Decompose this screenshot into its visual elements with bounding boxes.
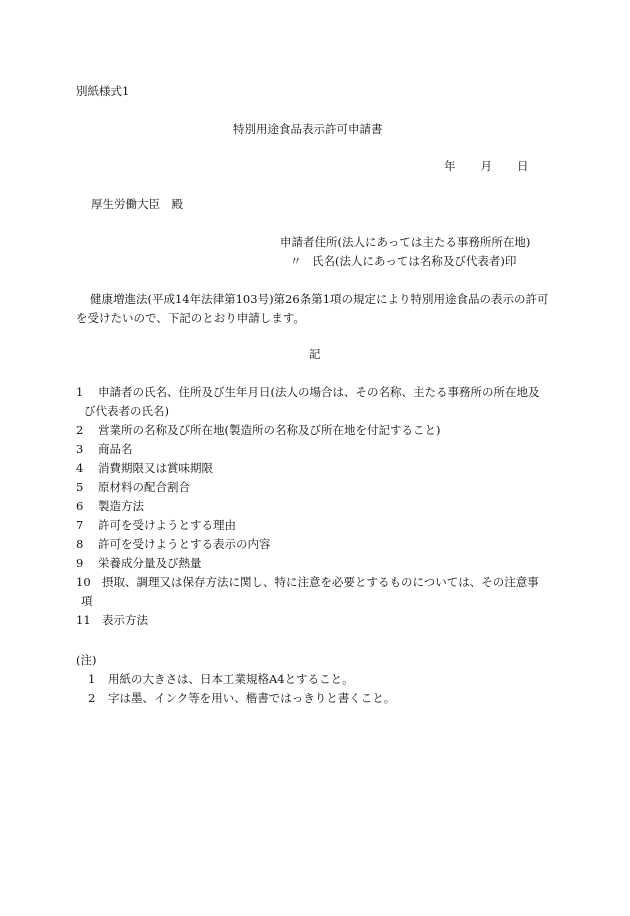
notes-heading: (注) xyxy=(76,653,97,667)
item-number: 3 xyxy=(76,442,84,456)
item-number: 6 xyxy=(76,499,84,513)
item-number: 8 xyxy=(76,537,84,551)
item-number: 10 xyxy=(76,575,91,589)
applicant-name-row xyxy=(290,256,516,268)
item-text: 商品名 xyxy=(98,442,133,456)
item-text: 許可を受けようとする理由 xyxy=(98,518,236,532)
note-text: 用紙の大きさは、日本工業規格A4とすること。 xyxy=(108,672,354,686)
list-item xyxy=(76,425,440,437)
applicant-address: 申請者住所(法人にあっては主たる事務所所在地) xyxy=(280,235,531,249)
item-text: 表示方法 xyxy=(102,613,148,627)
list-item xyxy=(76,444,133,456)
addressee: 厚生労働大臣 殿 xyxy=(91,197,183,211)
list-item xyxy=(76,501,144,513)
item-text: 営業所の名称及び所在地(製造所の名称及び所在地を付記すること) xyxy=(98,423,441,437)
note-number: 2 xyxy=(88,691,96,705)
item-text: 製造方法 xyxy=(98,499,144,513)
list-item xyxy=(76,539,271,551)
ki-heading: 記 xyxy=(309,347,321,361)
ditto-mark: 〃 xyxy=(290,254,302,268)
item-text-continuation: 項 xyxy=(81,594,93,608)
item-text: 消費期限又は賞味期限 xyxy=(98,461,213,475)
list-item xyxy=(76,520,236,532)
list-item xyxy=(76,387,539,399)
note-text: 字は墨、インク等を用い、楷書ではっきりと書くこと。 xyxy=(108,691,396,705)
list-item xyxy=(76,577,539,589)
date-year: 年 xyxy=(444,159,456,173)
applicant-name: 氏名(法人にあっては名称及び代表者)印 xyxy=(312,254,517,268)
date-day: 日 xyxy=(517,159,529,173)
note-item xyxy=(88,674,354,686)
item-text: 原材料の配合割合 xyxy=(98,480,190,494)
item-number: 9 xyxy=(76,556,84,570)
item-number: 5 xyxy=(76,480,84,494)
item-text-continuation: び代表者の氏名) xyxy=(84,404,169,418)
list-item xyxy=(76,482,190,494)
date-month: 月 xyxy=(480,159,492,173)
date-line xyxy=(444,161,529,173)
note-number: 1 xyxy=(88,672,96,686)
document-title: 特別用途食品表示許可申請書 xyxy=(233,122,383,136)
item-text: 栄養成分量及び熱量 xyxy=(98,556,202,570)
form-label: 別紙様式1 xyxy=(76,84,130,98)
item-number: 2 xyxy=(76,423,84,437)
item-number: 1 xyxy=(76,385,84,399)
list-item xyxy=(76,463,213,475)
note-item xyxy=(88,693,395,705)
item-text: 許可を受けようとする表示の内容 xyxy=(98,537,271,551)
item-number: 4 xyxy=(76,461,84,475)
body-text-line-2: を受けたいので、下記のとおり申請します。 xyxy=(76,311,305,325)
list-item xyxy=(76,615,148,627)
item-text: 申請者の氏名、住所及び生年月日(法人の場合は、その名称、主たる事務所の所在地及 xyxy=(98,385,540,399)
item-number: 7 xyxy=(76,518,84,532)
body-text-line-1: 健康増進法(平成14年法律第103号)第26条第1項の規定により特別用途食品の表示の許可 xyxy=(90,292,549,306)
list-item xyxy=(76,558,202,570)
item-text: 摂取、調理又は保存方法に関し、特に注意を必要とするものについては、その注意事 xyxy=(102,575,539,589)
item-number: 11 xyxy=(76,613,91,627)
